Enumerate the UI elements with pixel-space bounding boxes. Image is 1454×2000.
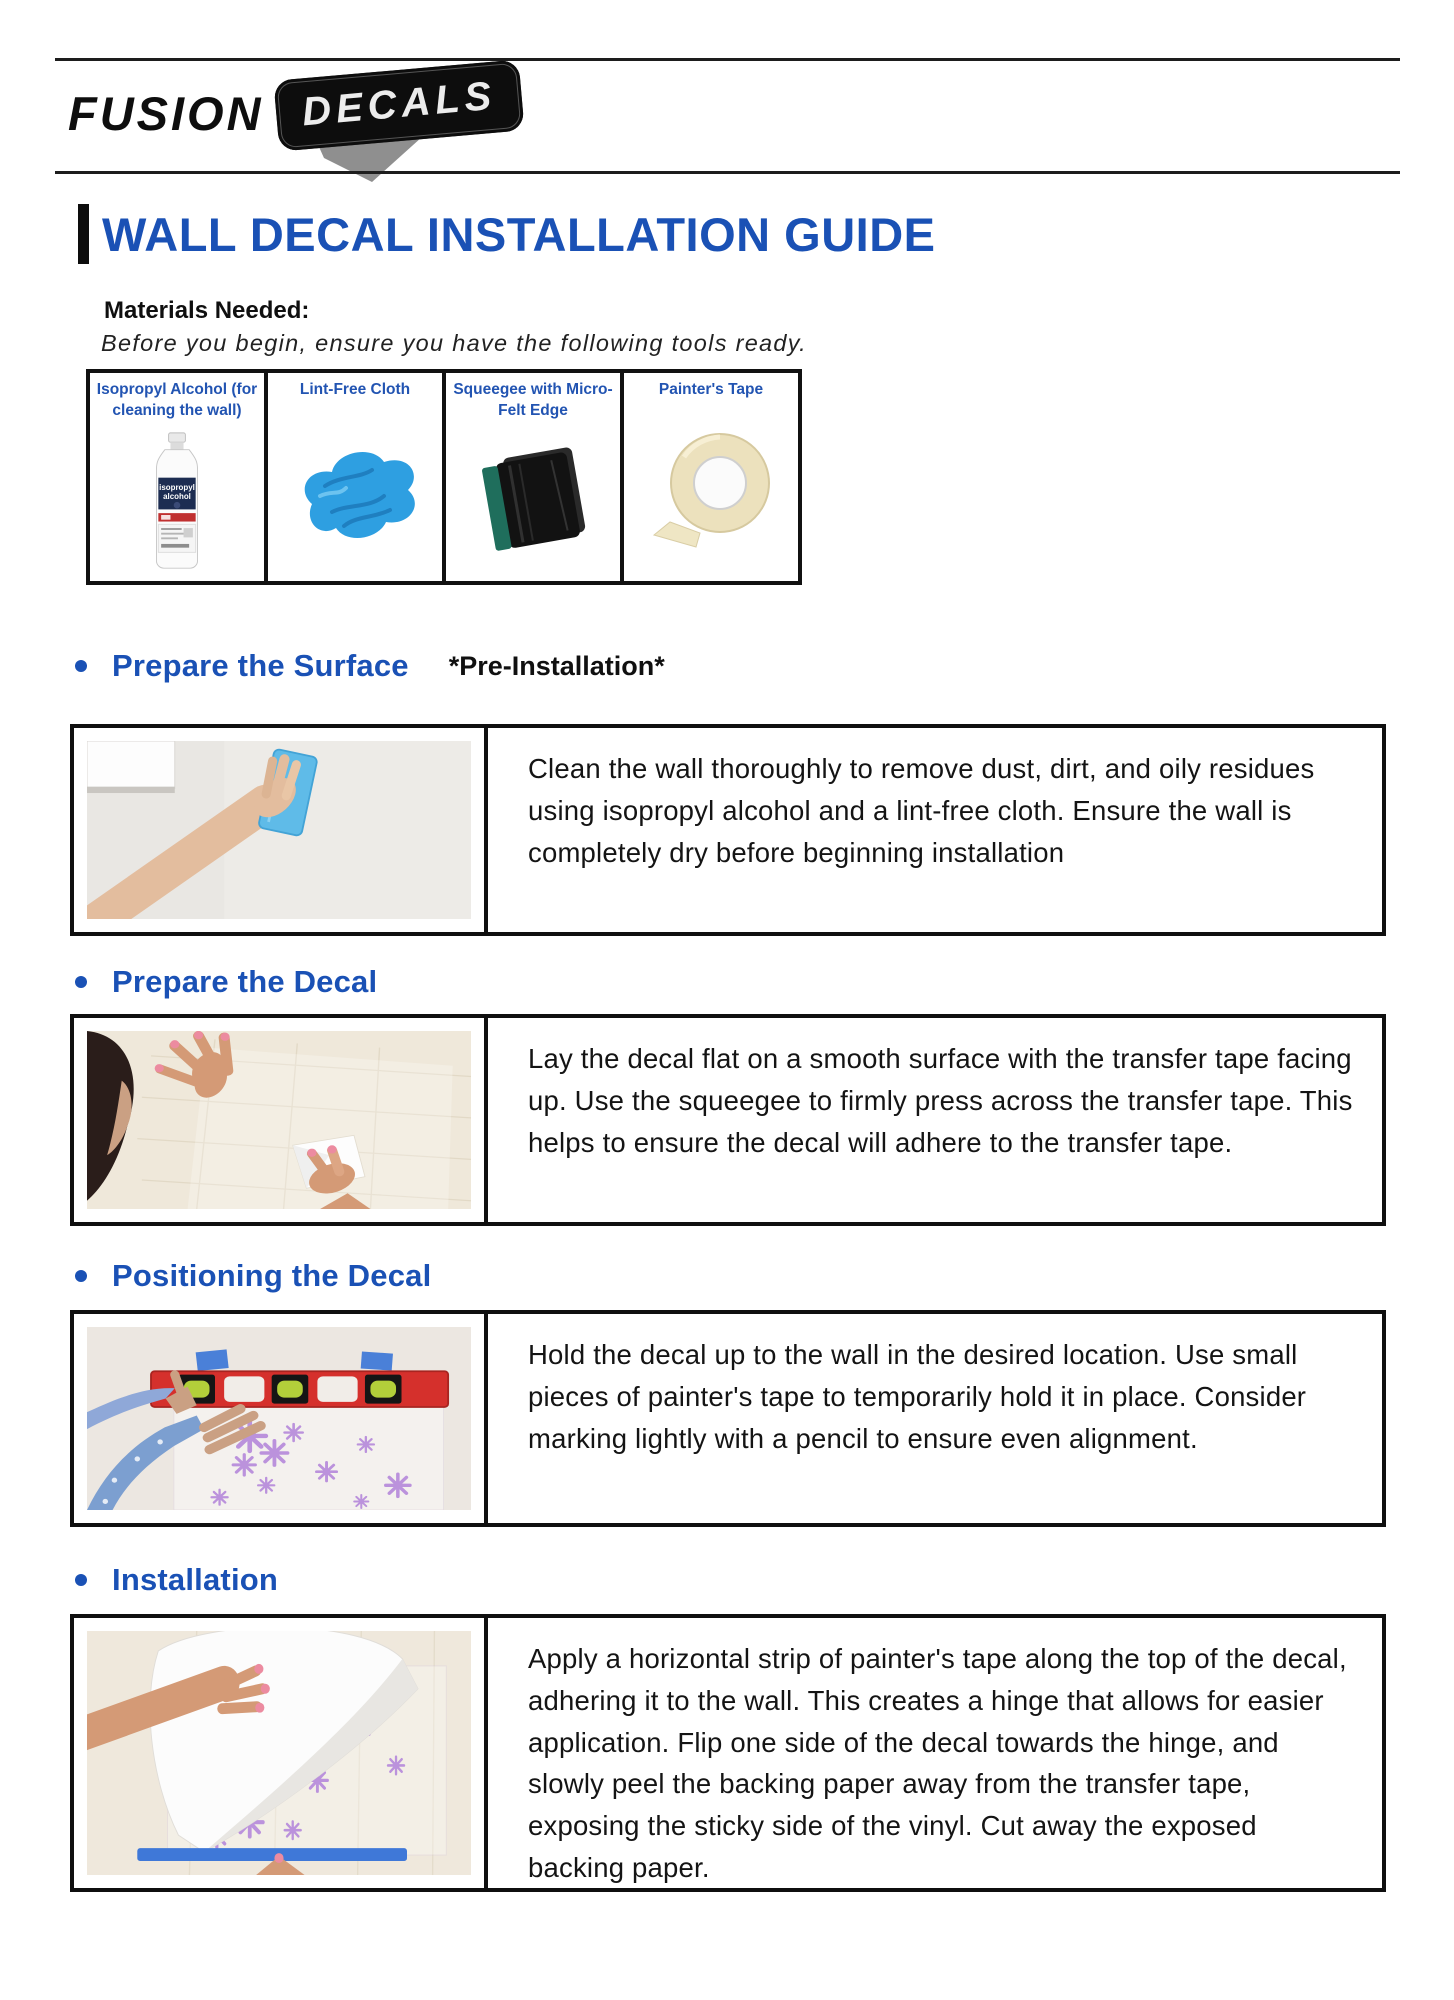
page-title xyxy=(78,204,936,264)
svg-text:isopropyl: isopropyl xyxy=(159,483,195,493)
tape-roll-icon xyxy=(624,401,798,581)
svg-text:alcohol: alcohol xyxy=(163,492,191,502)
logo-fusion-text: FUSION xyxy=(68,87,264,140)
step-title: Positioning the Decal xyxy=(112,1258,432,1293)
material-label: Squeegee with Micro-Felt Edge xyxy=(453,381,613,419)
materials-heading: Materials Needed: xyxy=(104,297,310,324)
step-title: Prepare the Decal xyxy=(112,964,378,999)
bullet-icon xyxy=(75,660,87,672)
step-description: Clean the wall thoroughly to remove dust, dirt, and oily residues using isopropyl alcohol and a lint-free cloth. Ensure the wall is completely dry before beginning installation xyxy=(528,753,1315,868)
step-heading-positioning-decal xyxy=(75,1258,431,1294)
step-title: Prepare the Surface xyxy=(112,648,409,683)
step-table-prepare-decal xyxy=(70,1014,1386,1226)
brand-logo xyxy=(68,70,522,180)
material-label: Lint-Free Cloth xyxy=(299,381,411,398)
step-description: Apply a horizontal strip of painter's tape along the top of the decal, adhering it to the wall. This creates a hinge that allows for easier application. Flip one side of the decal towards the hinge, and slowly peel the backing paper away from the transfer tape, exposing the sticky side of the vinyl. Cut away the exposed backing paper. xyxy=(528,1643,1347,1883)
step-heading-installation xyxy=(75,1562,278,1598)
material-cell-squeegee xyxy=(446,373,620,581)
logo-decals-text: DECALS xyxy=(273,59,525,151)
step-title: Installation xyxy=(112,1562,279,1597)
bullet-icon xyxy=(75,1574,87,1586)
materials-subheading: Before you begin, ensure you have the following tools ready. xyxy=(101,330,807,356)
alcohol-bottle-icon xyxy=(90,422,264,581)
pre-installation-note: *Pre-Installation* xyxy=(448,650,665,681)
material-cell-isopropyl-alcohol xyxy=(90,373,264,581)
top-divider xyxy=(55,58,1400,61)
step-description: Lay the decal flat on a smooth surface with the transfer tape facing up. Use the squeegee to firmly press across the transfer tape. This helps to ensure the decal will adhere to the transfer tape. xyxy=(528,1043,1353,1158)
blue-cloth-icon xyxy=(268,401,442,581)
step-description: Hold the decal up to the wall in the desired location. Use small pieces of painter's tape to temporarily hold it in place. Consider marking lightly with a pencil to ensure even alignment. xyxy=(528,1339,1307,1454)
bullet-icon xyxy=(75,1270,87,1282)
title-accent-bar xyxy=(78,204,89,264)
material-label: Painter's Tape xyxy=(658,381,764,398)
header-divider xyxy=(55,171,1400,174)
materials-table xyxy=(86,369,802,585)
step-image-peeling-backing xyxy=(74,1618,488,1888)
squeegee-icon xyxy=(446,422,620,581)
logo-decals-badge xyxy=(276,70,522,141)
step-table-positioning-decal xyxy=(70,1310,1386,1527)
step-image-wiping-wall xyxy=(74,728,488,932)
step-table-prepare-surface xyxy=(70,724,1386,936)
step-image-pressing-decal xyxy=(74,1018,488,1222)
material-cell-painters-tape xyxy=(624,373,798,581)
bullet-icon xyxy=(75,976,87,988)
step-table-installation xyxy=(70,1614,1386,1892)
material-label: Isopropyl Alcohol (for cleaning the wall) xyxy=(96,381,258,419)
page-title-text: WALL DECAL INSTALLATION GUIDE xyxy=(102,207,936,261)
step-image-leveling-decal xyxy=(74,1314,488,1523)
step-heading-prepare-decal xyxy=(75,964,377,1000)
material-cell-lint-free-cloth xyxy=(268,373,442,581)
step-heading-prepare-surface xyxy=(75,648,665,684)
